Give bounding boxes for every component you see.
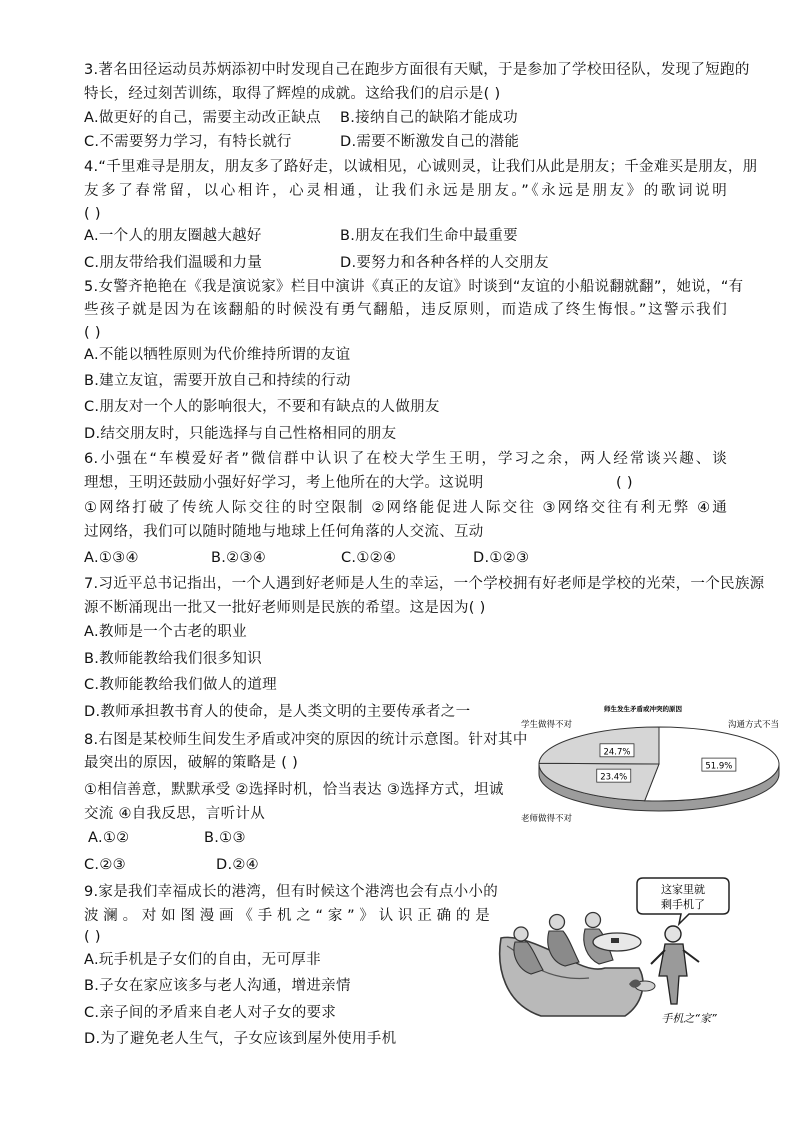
q4-answer-blank: ( ) <box>84 206 101 222</box>
pie-layer <box>539 727 779 811</box>
q6-statements-line2: 过网络，我们可以随时随地与地球上任何角落的人交流、互动 <box>84 524 484 540</box>
q5-option-a: A.不能以牺牲原则为代价维持所谓的友谊 <box>84 347 351 363</box>
legend-label-students: 学生做得不对 <box>521 720 573 730</box>
speech-text-line2: 剩手机了 <box>661 898 705 911</box>
conflict-causes-pie-chart <box>517 700 782 825</box>
q9-option-c: C.亲子间的矛盾来自老人对子女的要求 <box>84 1005 337 1021</box>
speech-text-line1: 这家里就 <box>661 883 705 896</box>
q6-option-a: A.①③④ <box>84 550 139 566</box>
q6-option-b: B.②③④ <box>211 550 267 566</box>
phone-icon <box>611 938 619 943</box>
pie-label-communication: 51.9% <box>705 761 733 772</box>
q6-stem-line1: 6.小强在“车模爱好者”微信群中认识了在校大学生王明，学习之余，两人经常谈兴趣、谈 <box>84 451 727 467</box>
q9-option-b: B.子女在家应该多与老人沟通，增进亲情 <box>84 978 351 994</box>
q4-option-c: C.朋友带给我们温暖和力量 <box>84 255 263 271</box>
q8-stem-line1: 8.右图是某校师生间发生矛盾或冲突的原因的统计示意图。针对其中 <box>84 732 528 748</box>
q8-statements-line1: ①相信善意，默默承受 ②选择时机，恰当表达 ③选择方式，坦诚 <box>84 782 504 798</box>
q7-stem-line2: 源不断涌现出一批又一批好老师则是民族的希望。这是因为( ) <box>84 600 486 616</box>
q5-option-c: C.朋友对一个人的影响很大，不要和有缺点的人做朋友 <box>84 399 440 415</box>
q6-option-d: D.①②③ <box>473 550 530 566</box>
q3-option-b: B.接纳自己的缺陷才能成功 <box>340 110 518 126</box>
legend-label-teachers: 老师做得不对 <box>521 814 573 824</box>
q7-stem-line1: 7.习近平总书记指出，一个人遇到好老师是人生的幸运，一个学校拥有好老师是学校的光荣，一个民族源 <box>84 576 765 592</box>
q3-stem-line2: 特长，经过刻苦训练，取得了辉煌的成就。这给我们的启示是( ) <box>84 86 501 102</box>
q9-answer-blank: ( ) <box>84 929 101 945</box>
q8-option-d: D.②④ <box>216 857 259 873</box>
chart-title: 师生发生矛盾或冲突的原因 <box>604 705 682 713</box>
q7-option-a: A.教师是一个古老的职业 <box>84 624 247 640</box>
q8-option-b: B.①③ <box>204 830 246 846</box>
old-man-head <box>665 926 681 942</box>
q9-option-a: A.玩手机是子女们的自由，无可厚非 <box>84 952 321 968</box>
q7-option-d: D.教师承担教书育人的使命，是人类文明的主要传承者之一 <box>84 704 471 720</box>
q9-stem-line1: 9.家是我们幸福成长的港湾，但有时候这个港湾也会有点小小的 <box>84 884 499 900</box>
pie-label-students: 23.4% <box>600 772 628 783</box>
q5-option-b: B.建立友谊，需要开放自己和持续的行动 <box>84 373 351 389</box>
q3-option-a: A.做更好的自己，需要主动改正缺点 <box>84 110 321 126</box>
q6-statements-line1: ①网络打破了传统人际交往的时空限制 ②网络能促进人际交往 ③网络交往有利无弊 ④通 <box>84 500 727 516</box>
q6-stem-line2: 理想，王明还鼓励小强好好学习，考上他所在的大学。这说明 <box>84 475 484 491</box>
q7-option-c: C.教师能教给我们做人的道理 <box>84 677 277 693</box>
q7-option-b: B.教师能教给我们很多知识 <box>84 651 262 667</box>
cartoon-caption: 手机之“家” <box>661 1012 717 1025</box>
q4-option-d: D.要努力和各种各样的人交朋友 <box>340 255 549 271</box>
q3-option-d: D.需要不断激发自己的潜能 <box>340 134 520 150</box>
q4-option-a: A.一个人的朋友圈越大越好 <box>84 228 262 244</box>
q5-option-d: D.结交朋友时，只能选择与自己性格相同的朋友 <box>84 426 397 442</box>
legend-label-communication: 沟通方式不当 <box>727 720 779 730</box>
q8-option-a: A.①② <box>88 830 130 846</box>
person-head-1 <box>514 927 528 941</box>
q6-option-c: C.①②④ <box>341 550 397 566</box>
pie-label-teachers: 24.7% <box>603 747 631 758</box>
q8-statements-line2: 交流 ④自我反思，言听计从 <box>84 806 266 822</box>
q9-option-d: D.为了避免老人生气，子女应该到屋外使用手机 <box>84 1031 397 1047</box>
person-head-3 <box>586 913 601 928</box>
q8-stem-line2: 最突出的原因，破解的策略是 ( ) <box>84 755 299 771</box>
q4-stem-line2: 友多了春常留，以心相许，心灵相通，让我们永远是朋友。”《永远是朋友》的歌词说明 <box>84 183 727 199</box>
q5-stem-line2: 些孩子就是因为在该翻船的时候没有勇气翻船，违反原则，而造成了终生悔恨。”这警示我们 <box>84 302 727 318</box>
phone-home-cartoon <box>493 876 731 1026</box>
q4-option-b: B.朋友在我们生命中最重要 <box>340 228 518 244</box>
q3-stem-line1: 3.著名田径运动员苏炳添初中时发现自己在跑步方面很有天赋，于是参加了学校田径队，发现了短跑的 <box>84 62 750 78</box>
person-head-2 <box>550 915 565 930</box>
q5-stem-line1: 5.女警齐艳艳在《我是演说家》栏目中演讲《真正的友谊》时谈到“友谊的小船说翻就翻”，她说，“有 <box>84 279 744 295</box>
q5-answer-blank: ( ) <box>84 325 101 341</box>
q3-option-c: C.不需要努力学习，有特长就行 <box>84 134 292 150</box>
q4-stem-line1: 4.“千里难寻是朋友，朋友多了路好走，以诚相见，心诚则灵，让我们从此是朋友；千金难买是朋友，朋 <box>84 159 758 175</box>
pie-slice-teachers <box>539 727 659 764</box>
q6-answer-blank: ( ) <box>616 475 633 491</box>
q9-stem-line2: 波澜。对如图漫画《手机之“家”》认识正确的是 <box>84 908 490 924</box>
q8-option-c: C.②③ <box>84 857 126 873</box>
